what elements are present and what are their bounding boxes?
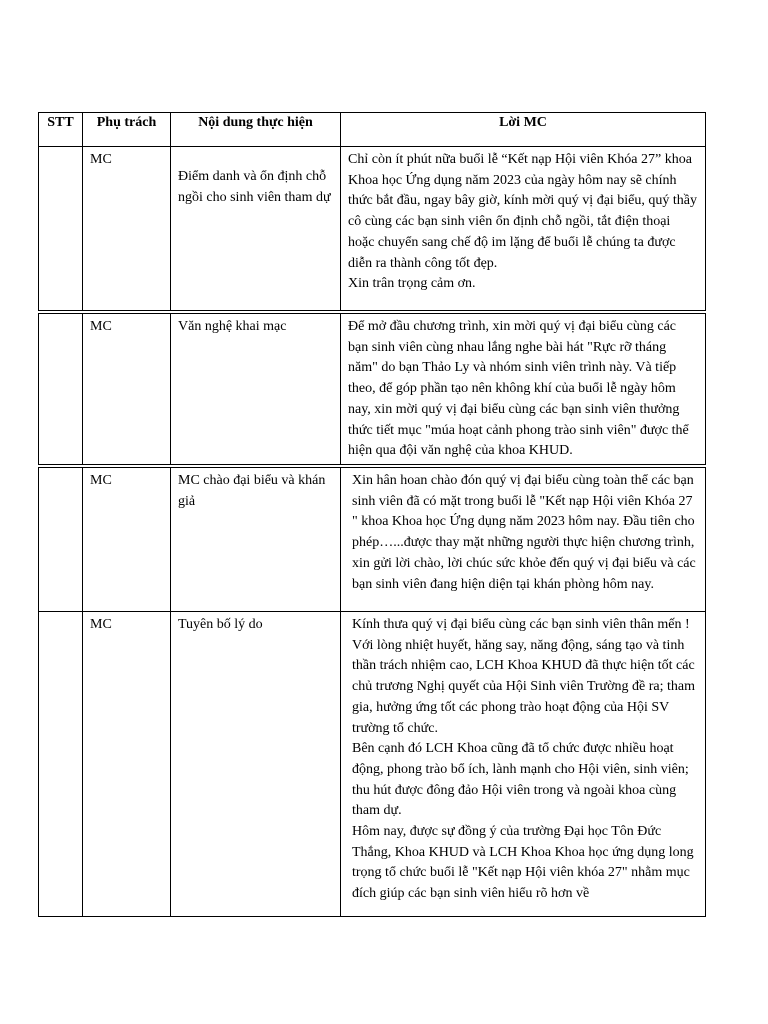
cell-stt	[39, 314, 83, 465]
header-phu-trach: Phụ trách	[83, 113, 171, 147]
cell-stt	[39, 612, 83, 917]
cell-loi-mc	[341, 468, 706, 612]
mc-paragraph: Hôm nay, được sự đồng ý của trường Đại học Tôn Đức Thắng, Khoa KHUD và LCH Khoa Khoa học ứng dụng long trọng tổ chức buổi lễ "Kết nạp Hội viên khóa 27" nhằm mục đích giúp các bạn sinh viên hiểu rõ hơn về	[352, 824, 694, 902]
header-noi-dung: Nội dung thực hiện	[171, 113, 341, 147]
mc-paragraph: Xin hân hoan chào đón quý vị đại biểu cùng toàn thể các bạn sinh viên đã có mặt trong buổi lễ "Kết nạp Hội viên Khóa 27 " khoa Khoa học Ứng dụng năm 2023 hôm nay. Đầu tiên cho phép…...được thay mặt những người thực hiện chương trình, xin gửi lời chào, lời chúc sức khỏe đến quý vị đại biểu và các bạn sinh viên đang hiện diện tại khán phòng hôm nay.	[352, 473, 696, 592]
header-loi-mc: Lời MC	[341, 113, 706, 147]
cell-loi-mc	[341, 147, 706, 311]
cell-noi-dung: Văn nghệ khai mạc	[171, 314, 341, 465]
table-row	[39, 612, 706, 917]
mc-paragraph: Chỉ còn ít phút nữa buổi lễ “Kết nạp Hội viên Khóa 27” khoa Khoa học Ứng dụng năm 2023 của ngày hôm nay sẽ chính thức bắt đầu, ngay bây giờ, kính mời quý vị đại biểu, quý thầy cô cùng các bạn sinh viên ổn định chỗ ngồi, tắt điện thoại hoặc chuyển sang chế độ im lặng để buổi lễ chúng ta được diễn ra thành công tốt đẹp.	[348, 152, 698, 271]
mc-paragraph: Bên cạnh đó LCH Khoa cũng đã tổ chức được nhiều hoạt động, phong trào bổ ích, lành mạnh cho Hội viên, sinh viên; thu hút được đông đảo Hội viên trong và ngoài khoa cùng tham dự.	[352, 741, 689, 819]
cell-loi-mc	[341, 314, 706, 465]
mc-paragraph: Với lòng nhiệt huyết, hăng say, năng động, sáng tạo và tinh thần trách nhiệm cao, LCH Khoa KHUD đã thực hiện tốt các chủ trương Nghị quyết của Hội Sinh viên Trường đề ra; tham gia, hưởng ứng tốt các phong trào hoạt động của Hội SV trường tổ chức.	[352, 637, 695, 736]
cell-phu-trach: MC	[83, 468, 171, 612]
cell-phu-trach: MC	[83, 314, 171, 465]
table-row	[39, 314, 706, 465]
table-row	[39, 147, 706, 311]
cell-phu-trach: MC	[83, 147, 171, 311]
cell-stt	[39, 147, 83, 311]
header-stt: STT	[39, 113, 83, 147]
mc-paragraph: Để mở đầu chương trình, xin mời quý vị đại biểu cùng các bạn sinh viên cùng nhau lắng nghe bài hát "Rực rỡ tháng năm" do bạn Thảo Ly và nhóm sinh viên trình này. Và tiếp theo, để góp phần tạo nên không khí của buổi lễ ngày hôm nay, xin mời quý vị đại biểu cùng các bạn sinh viên thưởng thức tiết mục "múa hoạt cảnh phong trào sinh viên" được thể hiện qua đội văn nghệ của khoa KHUD.	[348, 319, 689, 459]
cell-stt	[39, 468, 83, 612]
mc-paragraph: Xin trân trọng cảm ơn.	[348, 276, 476, 292]
program-table-2	[38, 313, 706, 465]
program-table-1	[38, 112, 706, 311]
table-row	[39, 468, 706, 612]
cell-noi-dung: MC chào đại biểu và khán giả	[171, 468, 341, 612]
cell-phu-trach: MC	[83, 612, 171, 917]
program-table-3	[38, 467, 706, 917]
mc-paragraph: Kính thưa quý vị đại biểu cùng các bạn sinh viên thân mến !	[352, 617, 690, 632]
cell-noi-dung: Tuyên bố lý do	[171, 612, 341, 917]
table-header-row	[39, 113, 706, 147]
cell-noi-dung: Điểm danh và ổn định chỗ ngồi cho sinh viên tham dự	[171, 147, 341, 311]
cell-loi-mc	[341, 612, 706, 917]
